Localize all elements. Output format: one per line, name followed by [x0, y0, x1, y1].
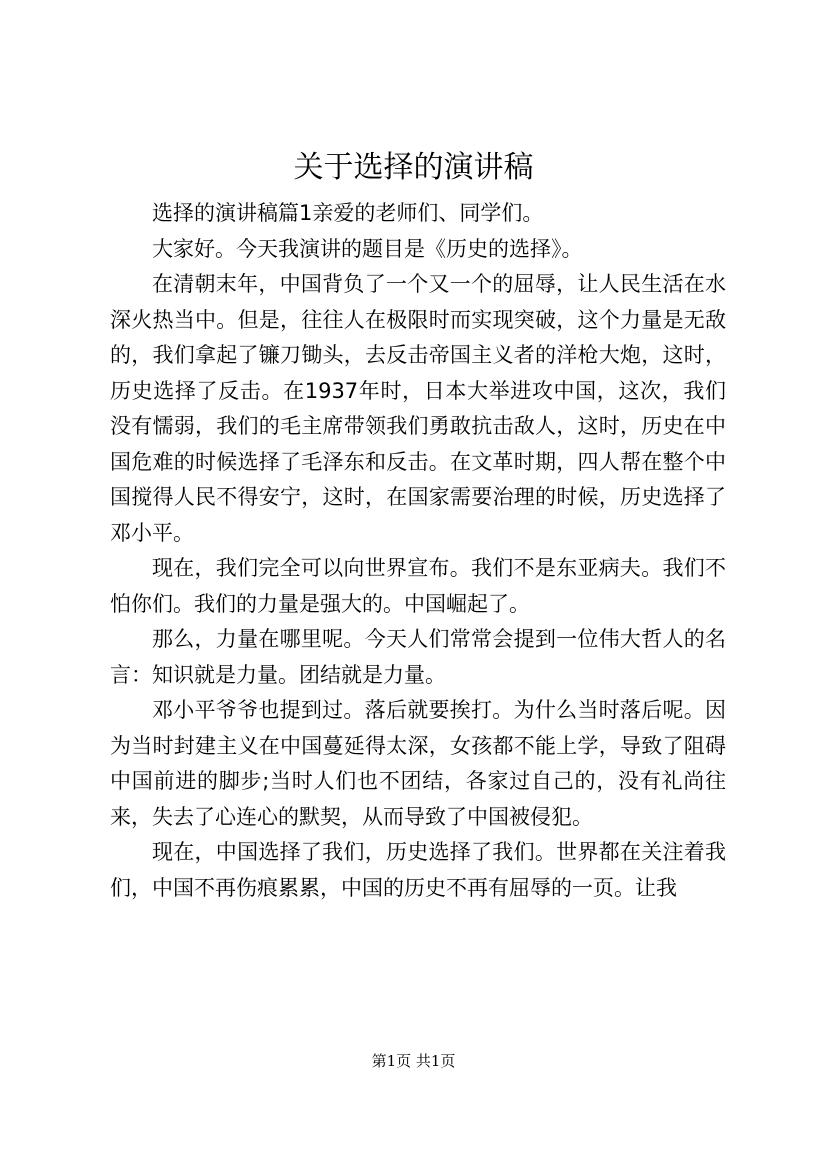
- document-title: 关于选择的演讲稿: [293, 150, 534, 185]
- paragraph-backwardness: 邓小平爷爷也提到过。落后就要挨打。为什么当时落后呢。因为当时封建主义在中国蔓延得太深，女孩都不能上学，导致了阻碍中国前进的脚步;当时人们也不团结，各家过自己的，没有礼尚往来，失去了心连心的默契，从而导致了中国被侵犯。: [110, 698, 726, 829]
- paragraph-power: 那么，力量在哪里呢。今天人们常常会提到一位伟大哲人的名言：知识就是力量。团结就是力量。: [110, 627, 726, 687]
- document-body: [110, 196, 726, 906]
- page-footer: 第1页 共1页: [371, 1052, 456, 1070]
- paragraph-topic: 大家好。今天我演讲的题目是《历史的选择》。: [152, 236, 583, 261]
- paragraph-greeting: 选择的演讲稿篇1亲爱的老师们、同学们。: [152, 201, 544, 225]
- paragraph-declaration: 现在，我们完全可以向世界宣布。我们不是东亚病夫。我们不怕你们。我们的力量是强大的。中国崛起了。: [110, 556, 726, 616]
- paragraph-history: 在清朝末年，中国背负了一个又一个的屈辱，让人民生活在水深火热当中。但是，往往人在极限时而实现突破，这个力量是无敌的，我们拿起了镰刀锄头，去反击帝国主义者的洋枪大炮，这时，历史选择了反击。在1937年时，日本大举进攻中国，这次，我们没有懦弱，我们的毛主席带领我们勇敢抗击敌人，这时，历史在中国危难的时候选择了毛泽东和反击。在文革时期，四人帮在整个中国搅得人民不得安宁，这时，在国家需要治理的时候，历史选择了邓小平。: [110, 272, 726, 545]
- paragraph-present: 现在，中国选择了我们，历史选择了我们。世界都在关注着我们，中国不再伤痕累累，中国的历史不再有屈辱的一页。让我: [110, 840, 726, 900]
